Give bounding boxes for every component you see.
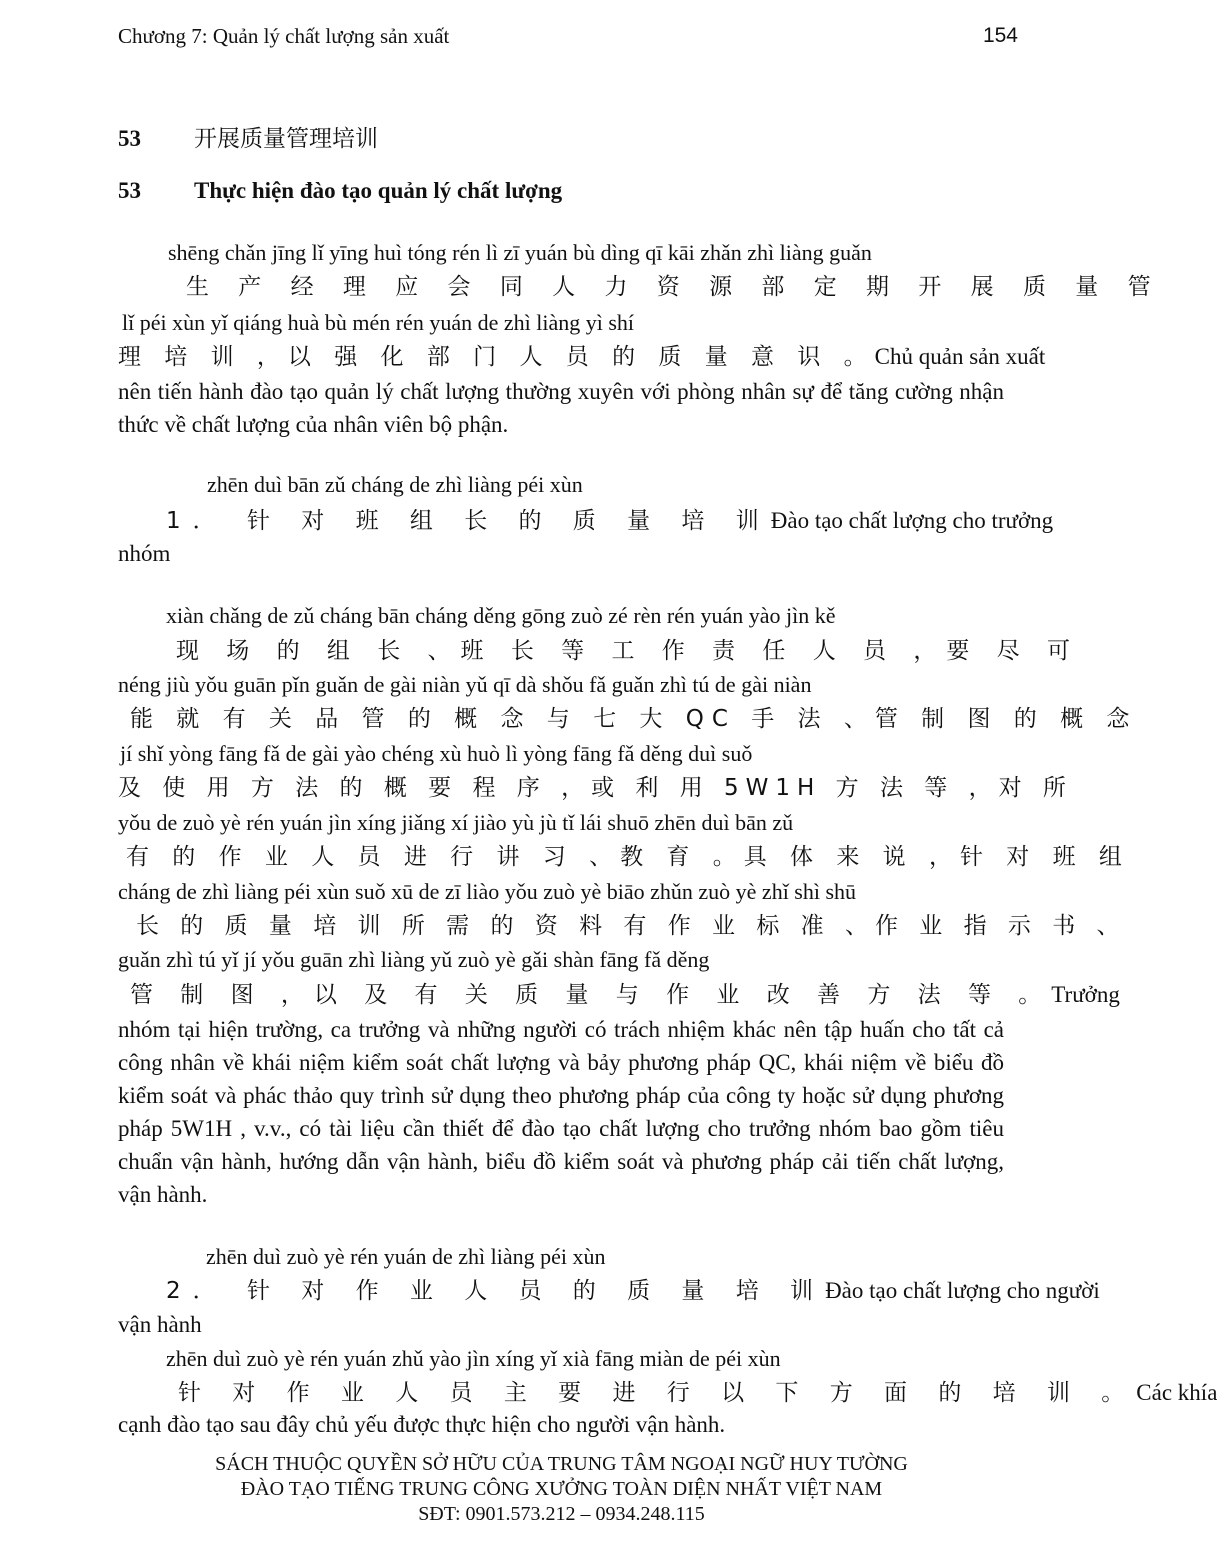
vietnamese-paragraph: nên tiến hành đào tạo quản lý chất lượng thường xuyên với phòng nhân sự để tăng cường nhận thức về chất lượng của nhân viên bộ phận.	[118, 379, 1004, 437]
chinese-line: 生 产 经 理 应 会 同 人 力 资 源 部 定 期 开 展 质 量 管	[186, 274, 1162, 300]
footer-phone: SĐT: 0901.573.212 – 0934.248.115	[418, 1503, 705, 1525]
chapter-title: Chương 7: Quản lý chất lượng sản xuất	[118, 24, 450, 48]
chinese-line	[118, 338, 1045, 371]
section-title-zh: 开展质量管理培训	[194, 126, 378, 152]
pinyin-line: yǒu de zuò yè rén yuán jìn xíng jiǎng xí jiào yù jù tǐ lái shuō zhēn duì bān zǔ	[118, 810, 794, 835]
pinyin-line: lǐ péi xùn yǐ qiáng huà bù mén rén yuán de zhì liàng yì shí	[122, 310, 635, 335]
section-heading-zh	[118, 120, 378, 153]
vietnamese-text: vận hành	[118, 1312, 202, 1337]
pinyin-line: jí shǐ yòng fāng fǎ de gài yào chéng xù huò lì yòng fāng fǎ děng duì suǒ	[120, 741, 753, 766]
chinese-text: 针 对 作 业 人 员 主 要 进 行 以 下 方 面 的 培 训 。	[178, 1380, 1137, 1406]
pinyin-line: zhēn duì zuò yè rén yuán de zhì liàng péi xùn	[206, 1244, 606, 1269]
vietnamese-text: Các khía	[1136, 1380, 1217, 1405]
chinese-line: 现 场 的 组 长 、班 长 等 工 作 责 任 人 员 ，要 尽 可	[176, 638, 1080, 664]
list-item-heading	[166, 502, 1053, 535]
pinyin-line: xiàn chǎng de zǔ cháng bān cháng děng gōng zuò zé rèn rén yuán yào jìn kě	[166, 603, 836, 628]
chinese-line	[130, 976, 1120, 1009]
vietnamese-text: Chủ quản sản xuất	[874, 344, 1046, 369]
vietnamese-text: cạnh đào tạo sau đây chủ yếu được thực hiện cho người vận hành.	[118, 1412, 726, 1437]
chinese-line	[178, 1374, 1217, 1407]
vietnamese-text: Đào tạo chất lượng cho trưởng	[770, 508, 1054, 533]
section-heading-vi	[118, 178, 562, 204]
pinyin-line: guǎn zhì tú yǐ jí yǒu guān zhì liàng yǔ zuò yè gǎi shàn fāng fǎ děng	[118, 947, 710, 972]
vietnamese-text: Đào tạo chất lượng cho người	[825, 1278, 1100, 1303]
page-header	[118, 24, 1018, 54]
section-title-vi: Thực hiện đào tạo quản lý chất lượng	[194, 178, 563, 203]
list-item-heading	[166, 1272, 1100, 1305]
page-number: 154	[982, 24, 1018, 47]
chinese-line: 有 的 作 业 人 员 进 行 讲 习 、教 育 。具 体 来 说 ，针 对 班 组	[126, 844, 1130, 870]
chinese-line: 及 使 用 方 法 的 概 要 程 序 ，或 利 用 5W1H 方 法 等 ，对 所	[118, 775, 1073, 801]
footer-ownership: SÁCH THUỘC QUYỀN SỞ HỮU CỦA TRUNG TÂM NGOẠI NGỮ HUY TƯỜNG	[215, 1453, 908, 1475]
pinyin-line: néng jiù yǒu guān pǐn guǎn de gài niàn yǔ qī dà shǒu fǎ guǎn zhì tú de gài niàn	[118, 672, 812, 697]
vietnamese-text: nhóm	[118, 541, 171, 566]
chinese-text: 2． 针 对 作 业 人 员 的 质 量 培 训	[166, 1278, 826, 1304]
chinese-text: 管 制 图 ，以 及 有 关 质 量 与 作 业 改 善 方 法 等 。	[130, 982, 1052, 1008]
pinyin-line: cháng de zhì liàng péi xùn suǒ xū de zī liào yǒu zuò yè biāo zhǔn zuò yè zhǐ shì shū	[118, 879, 857, 904]
chinese-line: 能 就 有 关 品 管 的 概 念 与 七 大 QC 手 法 、管 制 图 的 概 念	[130, 706, 1138, 732]
chinese-line: 长 的 质 量 培 训 所 需 的 资 料 有 作 业 标 准 、作 业 指 示 书 、	[136, 913, 1127, 939]
footer-tagline: ĐÀO TẠO TIẾNG TRUNG CÔNG XƯỞNG TOÀN DIỆN NHẤT VIỆT NAM	[240, 1478, 883, 1500]
vietnamese-paragraph: nhóm tại hiện trường, ca trưởng và những người có trách nhiệm khác nên tập huấn cho tất cả công nhân về khái niệm kiểm soát chất lượng và bảy phương pháp QC, khái niệm về biểu đồ kiểm soát và phác thảo quy trình sử dụng theo phương pháp của công ty hoặc sử dụng phương pháp 5W1H , v.v., có tài liệu cần thiết để đào tạo chất lượng cho trưởng nhóm bao gồm tiêu chuẩn vận hành, hướng dẫn vận hành, biểu đồ kiểm soát và phương pháp cải tiến chất lượng, vận hành.	[118, 1017, 1004, 1207]
pinyin-line: zhēn duì bān zǔ cháng de zhì liàng péi xùn	[207, 472, 583, 497]
section-number: 53	[118, 178, 141, 203]
pinyin-line: shēng chǎn jīng lǐ yīng huì tóng rén lì zī yuán bù dìng qī kāi zhǎn zhì liàng guǎn	[168, 240, 872, 265]
chinese-text: 理 培 训 ，以 强 化 部 门 人 员 的 质 量 意 识 。	[118, 344, 875, 370]
pinyin-line: zhēn duì zuò yè rén yuán zhǔ yào jìn xíng yǐ xià fāng miàn de péi xùn	[166, 1346, 781, 1371]
section-number: 53	[118, 126, 141, 151]
page-footer	[0, 1452, 1123, 1527]
vietnamese-text: Trưởng	[1051, 982, 1120, 1007]
chinese-text: 1． 针 对 班 组 长 的 质 量 培 训	[166, 508, 771, 534]
